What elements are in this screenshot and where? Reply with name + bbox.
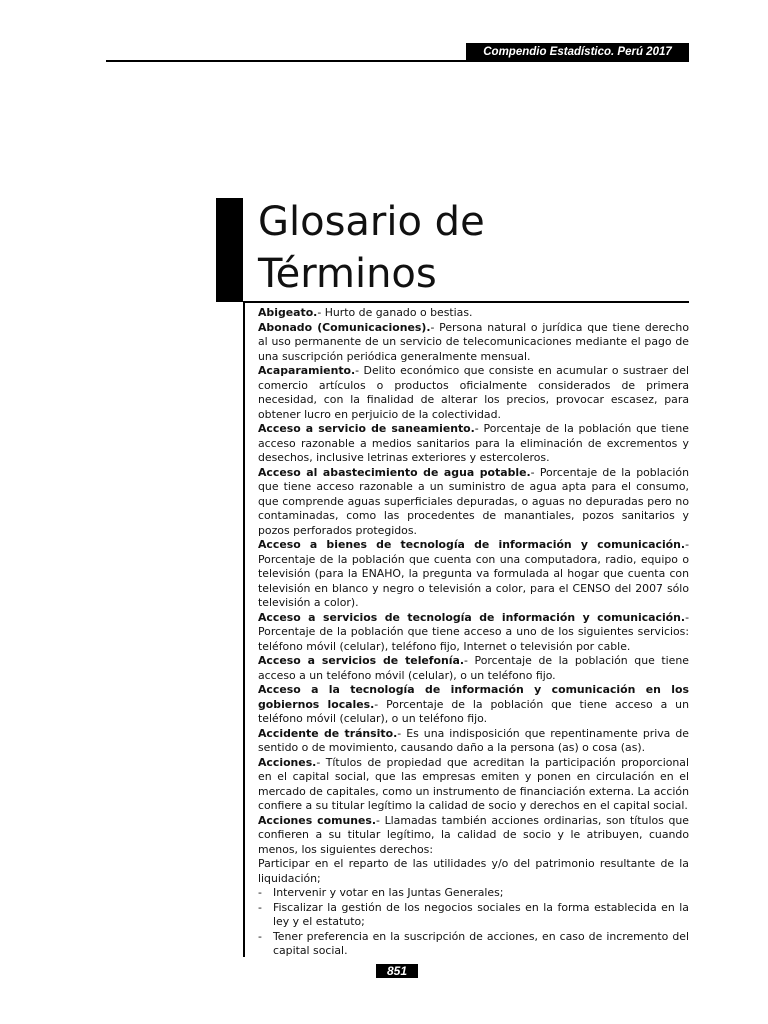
glossary-entry — [258, 466, 689, 539]
entry-term: Acceso a servicios de telefonía. — [258, 654, 465, 667]
entry-term: Acceso al abastecimiento de agua potable. — [258, 465, 531, 479]
entry-definition: - Delito económico que consiste en acumular o sustraer del comercio artículos o productos oficialmente considerados de primera necesidad, con la finalidad de alterar los precios, provocar escasez, para obtener lucro en perjuicio de la colectividad. — [258, 364, 689, 421]
glossary-entry — [258, 654, 689, 683]
entry-definition: - Porcentaje de la población que tiene acceso a un teléfono móvil (celular), o un teléfono fijo. — [258, 697, 689, 725]
title-rule — [243, 301, 689, 303]
entry-term: Abigeato. — [258, 306, 318, 319]
glossary-entry — [258, 727, 689, 756]
glossary-entry — [258, 756, 689, 814]
entry-definition: - Persona natural o jurídica que tiene derecho al uso permanente de un servicio de telecomunicaciones mediante el pago de una suscripción periódica generalmente mensual. — [258, 320, 689, 363]
bullet-text: Intervenir y votar en las Juntas Generales; — [273, 886, 504, 899]
entry-term: Abonado (Comunicaciones). — [258, 320, 431, 334]
bullet-text: Fiscalizar la gestión de los negocios sociales en la forma establecida en la ley y el estatuto; — [273, 900, 689, 928]
entry-term: Acceso a servicio de saneamiento. — [258, 422, 475, 435]
entry-term: Acceso a bienes de tecnología de información y comunicación. — [258, 538, 686, 551]
entry-definition: - Porcentaje de la población que tiene acceso razonable a un suministro de agua apta para el consumo, que comprende aguas superficiales depuradas, o aguas no depuradas pero no contaminadas, como las procedentes de manantiales, pozos sanitarios y pozos perforados protegidos. — [258, 465, 689, 537]
title-line-1: Glosario de — [258, 199, 485, 245]
entry-definition: - Porcentaje de la población que tiene acceso a uno de los siguientes servicios: teléfono móvil (celular), teléfono fijo, Internet o televisión por cable. — [258, 610, 689, 653]
bullet-item — [258, 886, 689, 901]
glossary-entry — [258, 538, 689, 611]
entry-definition: - Porcentaje de la población que tiene acceso a un teléfono móvil (celular), o un teléfono fijo. — [258, 654, 689, 682]
entry-term: Acaparamiento. — [258, 364, 356, 377]
content-left-rule — [243, 303, 245, 957]
bullet-text: Tener preferencia en la suscripción de acciones, en caso de incremento del capital social. — [273, 929, 689, 957]
glossary-entry — [258, 422, 689, 466]
entry-definition: - Títulos de propiedad que acreditan la participación proporcional en el capital social, que las empresas emiten y ponen en circulación en el mercado de capitales, como un instrumento de financiación externa. La acción confiere a su titular legítimo la calidad de socio y derechos en el capital social. — [258, 755, 689, 812]
bullet-item — [258, 930, 689, 959]
entry-definition: - Hurto de ganado o bestias. — [317, 306, 473, 319]
page-title — [258, 196, 678, 300]
entry-definition: - Porcentaje de la población que cuenta con una computadora, radio, equipo o televisión (para la ENAHO, la pregunta va formulada al hogar que cuenta con televisión en blanco y negro o televisión a color, para el CENSO del 2007 sólo televisión a color). — [258, 538, 689, 609]
glossary-entry — [258, 611, 689, 655]
bullet-dash: - — [258, 886, 262, 899]
publication-header: Compendio Estadístico. Perú 2017 — [466, 43, 689, 62]
glossary-content — [258, 306, 689, 959]
entry-term: Acceso a la tecnología de información y comunicación en los gobiernos locales. — [258, 683, 689, 711]
bullet-dash: - — [258, 900, 262, 914]
glossary-entry — [258, 814, 689, 858]
glossary-entry — [258, 683, 689, 727]
entry-term: Acciones comunes. — [258, 813, 376, 827]
entry-term: Accidente de tránsito. — [258, 726, 398, 740]
bullet-item — [258, 901, 689, 930]
entry-definition: - Porcentaje de la población que tiene acceso razonable a medios sanitarios para la eliminación de excrementos y desechos, inclusive letrinas exteriores y estercoleros. — [258, 422, 689, 464]
bullet-dash: - — [258, 929, 262, 943]
glossary-entry — [258, 364, 689, 422]
glossary-entry — [258, 306, 689, 321]
entry-term: Acceso a servicios de tecnología de información y comunicación. — [258, 610, 686, 624]
entry-term: Acciones. — [258, 755, 317, 769]
page-number: 851 — [376, 964, 418, 978]
entry-definition: - Llamadas también acciones ordinarias, son títulos que confieren a su titular legítimo, la calidad de socio y le atribuyen, cuando menos, los siguientes derechos: — [258, 813, 689, 856]
entry-definition: - Es una indisposición que repentinamente priva de sentido o de movimiento, causando daño a la persona (as) o cosa (as). — [258, 726, 689, 754]
glossary-entry — [258, 321, 689, 365]
title-line-2: Términos — [258, 251, 437, 297]
rights-paragraph: Participar en el reparto de las utilidades y/o del patrimonio resultante de la liquidación; — [258, 857, 689, 885]
title-accent-bar — [216, 198, 243, 302]
